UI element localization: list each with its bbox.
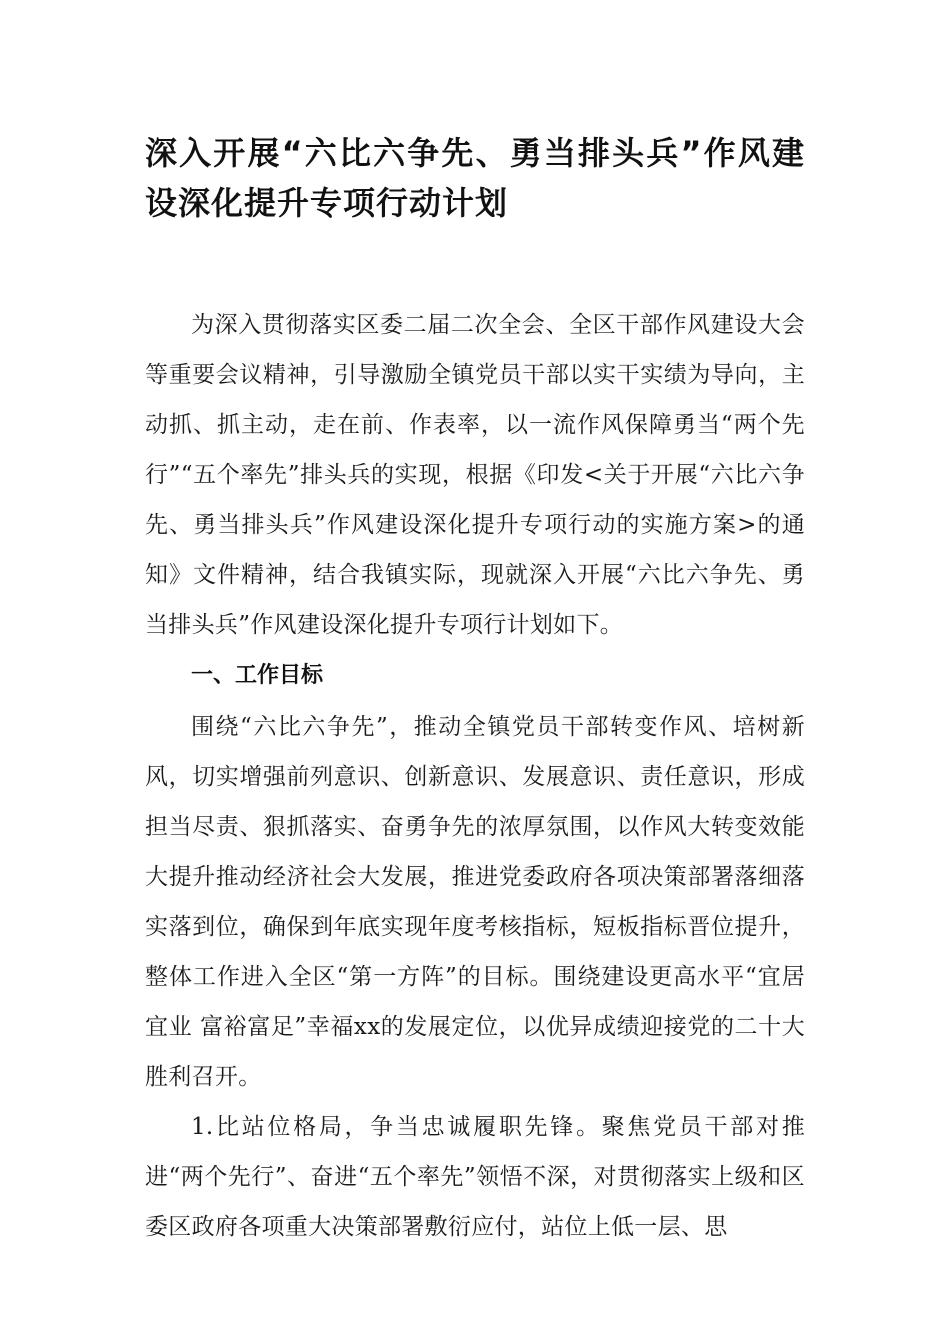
section-heading-work-goals: 一、工作目标 (191, 663, 324, 688)
title-spacer (145, 228, 805, 300)
item-1-paragraph: 1.比站位格局，争当忠诚履职先锋。聚焦党员干部对推进“两个先行”、奋进“五个率先”领悟不深，对贯彻落实上级和区委区政府各项重大决策部署敷衍应付，站位上低一层、思 (145, 1114, 805, 1240)
intro-paragraph: 为深入贯彻落实区委二届二次全会、全区干部作风建设大会等重要会议精神，引导激励全镇党员干部以实干实绩为导向，主动抓、抓主动，走在前、作表率，以一流作风保障勇当“两个先行”“五个率先”排头兵的实现，根据《印发<关于开展“六比六争先、勇当排头兵”作风建设深化提升专项行动的实施方案>的通知》文件精神，结合我镇实际，现就深入开展“六比六争先、勇当排头兵”作风建设深化提升专项行计划如下。 (145, 312, 805, 638)
document-title: 深入开展“六比六争先、勇当排头兵”作风建设深化提升专项行动计划 (145, 134, 805, 222)
goals-paragraph: 围绕“六比六争先”，推动全镇党员干部转变作风、培树新风，切实增强前列意识、创新意识、发展意识、责任意识，形成担当尽责、狠抓落实、奋勇争先的浓厚氛围，以作风大转变效能大提升推动经济社会大发展，推进党委政府各项决策部署落细落实落到位，确保到年底实现年度考核指标，短板指标晋位提升，整体工作进入全区“第一方阵”的目标。围绕建设更高水平“宜居宜业 富裕富足”幸福xx的发展定位，以优异成绩迎接党的二十大胜利召开。 (145, 714, 805, 1090)
document-body (145, 128, 805, 1252)
